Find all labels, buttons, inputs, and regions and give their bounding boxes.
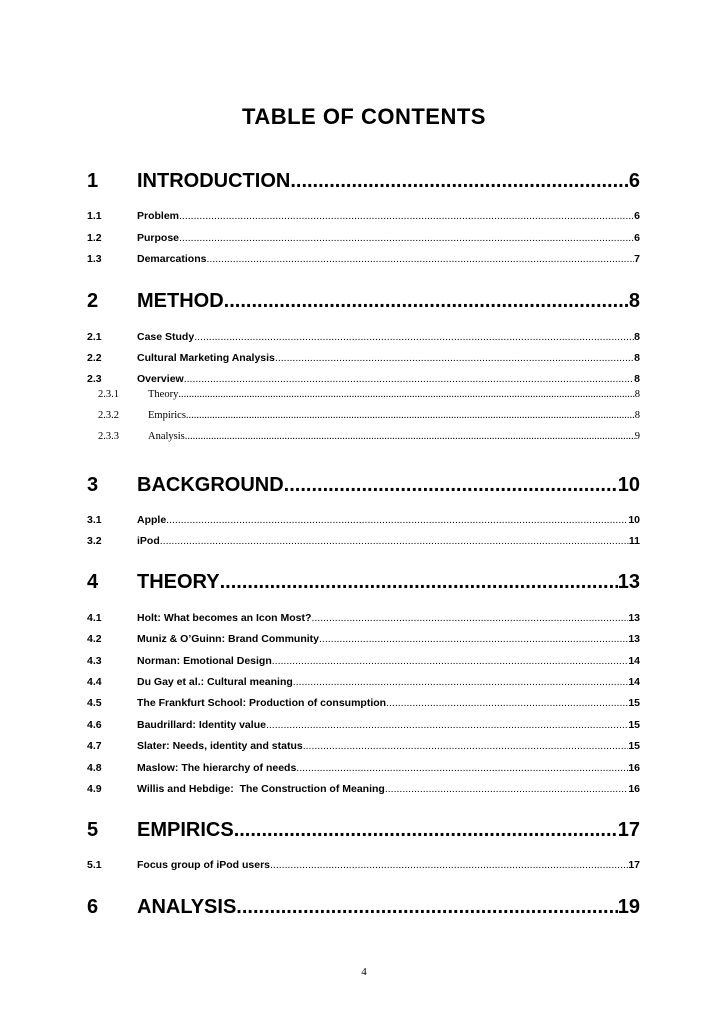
toc-number: 2.3 <box>87 373 102 385</box>
toc-number: 5 <box>87 819 99 841</box>
toc-number: 1 <box>87 170 99 192</box>
dot-leader <box>293 676 629 688</box>
toc-entry-2-3-3[interactable] <box>98 431 640 442</box>
dot-leader <box>166 514 628 526</box>
toc-title: Holt: What becomes an Icon Most? <box>137 612 312 624</box>
toc-title: ANALYSIS <box>137 896 237 918</box>
toc-number: 3.1 <box>87 514 102 526</box>
toc-number: 2 <box>87 290 99 312</box>
toc-page: 15 <box>628 697 640 709</box>
toc-number: 1.3 <box>87 253 102 265</box>
toc-title: Overview <box>137 373 184 385</box>
toc-title: Demarcations <box>137 253 207 265</box>
toc-page: 13 <box>617 571 640 593</box>
toc-title: THEORY <box>137 571 220 593</box>
toc-page: 16 <box>628 762 640 774</box>
page-number: 4 <box>361 966 367 978</box>
toc-title: Willis and Hebdige: The Construction of Meaning <box>137 783 385 795</box>
toc-entry-1-2[interactable] <box>87 232 640 244</box>
toc-page: 10 <box>628 514 640 526</box>
toc-number: 4.4 <box>87 676 102 688</box>
toc-page: 8 <box>634 373 640 385</box>
dot-leader <box>284 474 618 497</box>
toc-entry-4-8[interactable] <box>87 762 640 774</box>
dot-leader <box>236 896 617 919</box>
toc-title: Du Gay et al.: Cultural meaning <box>137 676 293 688</box>
toc-number: 4.9 <box>87 783 102 795</box>
toc-title: Problem <box>137 210 180 222</box>
toc-entry-4-1[interactable] <box>87 612 640 624</box>
toc-number: 2.3.3 <box>98 431 119 442</box>
toc-page: 8 <box>634 331 640 343</box>
toc-entry-4-5[interactable] <box>87 697 640 709</box>
toc-page: 11 <box>628 535 640 547</box>
toc-number: 2.3.2 <box>98 410 119 421</box>
toc-page: 8 <box>628 290 640 312</box>
toc-page: 16 <box>628 783 640 795</box>
toc-entry-1-1[interactable] <box>87 210 640 222</box>
toc-page: 6 <box>634 232 640 244</box>
dot-leader <box>178 389 634 400</box>
dot-leader <box>311 612 628 624</box>
dot-leader <box>184 373 634 385</box>
toc-entry-4-2[interactable] <box>87 633 640 645</box>
toc-number: 2.3.1 <box>98 389 119 400</box>
toc-number: 3 <box>87 474 99 496</box>
toc-title: Muniz & O’Guinn: Brand Community <box>137 633 319 645</box>
toc-number: 1.1 <box>87 210 102 222</box>
toc-entry-4-9[interactable] <box>87 783 640 795</box>
toc-number: 4 <box>87 571 99 593</box>
dot-leader <box>220 571 618 594</box>
dot-leader <box>186 410 635 421</box>
toc-number: 4.8 <box>87 762 102 774</box>
toc-entry-3-2[interactable] <box>87 535 640 547</box>
toc-entry-3-1[interactable] <box>87 514 640 526</box>
dot-leader <box>303 740 629 752</box>
toc-number: 4.3 <box>87 655 102 667</box>
toc-entry-1-3[interactable] <box>87 253 640 265</box>
toc-title: Norman: Emotional Design <box>137 655 272 667</box>
toc-page: 6 <box>634 210 640 222</box>
toc-page: 10 <box>617 474 640 496</box>
toc-title: Baudrillard: Identity value <box>137 719 266 731</box>
dot-leader <box>296 762 628 774</box>
toc-page: 8 <box>634 410 640 421</box>
toc-title: Purpose <box>137 232 180 244</box>
toc-page: 17 <box>628 859 640 871</box>
dot-leader <box>179 232 634 244</box>
toc-page: 15 <box>628 719 640 731</box>
toc-entry-3[interactable] <box>87 474 640 497</box>
dot-leader <box>270 859 628 871</box>
dot-leader <box>272 655 629 667</box>
toc-title: Cultural Marketing Analysis <box>137 352 275 364</box>
toc-entry-5[interactable] <box>87 819 640 842</box>
dot-leader <box>234 819 618 842</box>
toc-entry-2-2[interactable] <box>87 352 640 364</box>
dot-leader <box>206 253 634 265</box>
toc-number: 4.1 <box>87 612 102 624</box>
toc-number: 2.2 <box>87 352 102 364</box>
toc-number: 4.5 <box>87 697 102 709</box>
toc-page: 7 <box>634 253 640 265</box>
toc-entry-4-3[interactable] <box>87 655 640 667</box>
toc-page: 8 <box>634 352 640 364</box>
toc-number: 4.2 <box>87 633 102 645</box>
toc-page: 19 <box>617 896 640 918</box>
toc-title: METHOD <box>137 290 224 312</box>
toc-page: 15 <box>628 740 640 752</box>
dot-leader <box>266 719 628 731</box>
toc-entry-4-4[interactable] <box>87 676 640 688</box>
dot-leader <box>275 352 634 364</box>
toc-number: 5.1 <box>87 859 102 871</box>
page-title: TABLE OF CONTENTS <box>242 104 486 129</box>
toc-title: Analysis <box>148 431 185 442</box>
toc-entry-1[interactable] <box>87 170 640 193</box>
toc-page: 13 <box>628 633 640 645</box>
toc-number: 6 <box>87 896 99 918</box>
toc-title: Case Study <box>137 331 195 343</box>
toc-title: BACKGROUND <box>137 474 284 496</box>
toc-number: 3.2 <box>87 535 102 547</box>
toc-number: 4.7 <box>87 740 102 752</box>
toc-entry-4-7[interactable] <box>87 740 640 752</box>
toc-entry-5-1[interactable] <box>87 859 640 871</box>
toc-entry-2-1[interactable] <box>87 331 640 343</box>
toc-page: 6 <box>628 170 640 192</box>
toc-title: iPod <box>137 535 160 547</box>
dot-leader <box>194 331 634 343</box>
toc-title: EMPIRICS <box>137 819 234 841</box>
toc-number: 4.6 <box>87 719 102 731</box>
toc-entry-2-3-2[interactable] <box>98 410 640 421</box>
toc-page: 14 <box>628 655 640 667</box>
toc-title: Focus group of iPod users <box>137 859 271 871</box>
toc-page: 13 <box>628 612 640 624</box>
toc-title: Apple <box>137 514 167 526</box>
toc-title: The Frankfurt School: Production of consumption <box>137 697 387 709</box>
toc-title: INTRODUCTION <box>137 170 291 192</box>
toc-page: 8 <box>634 389 640 400</box>
toc-title: Empirics <box>148 410 186 421</box>
dot-leader <box>319 633 628 645</box>
toc-entry-2-3-1[interactable] <box>98 389 640 400</box>
toc-number: 2.1 <box>87 331 102 343</box>
toc-title: Maslow: The hierarchy of needs <box>137 762 297 774</box>
toc-number: 1.2 <box>87 232 102 244</box>
toc-page: 9 <box>634 431 640 442</box>
toc-entry-2[interactable] <box>87 290 640 313</box>
toc-title: Theory <box>148 389 179 400</box>
toc-entry-4-6[interactable] <box>87 719 640 731</box>
toc-page: 17 <box>617 819 640 841</box>
dot-leader <box>224 290 629 313</box>
dot-leader <box>385 783 628 795</box>
toc-title: Slater: Needs, identity and status <box>137 740 303 752</box>
toc-page: 14 <box>628 676 640 688</box>
toc-entry-2-3[interactable] <box>87 373 640 385</box>
dot-leader <box>386 697 628 709</box>
dot-leader <box>290 170 629 193</box>
dot-leader <box>160 535 629 547</box>
toc-entry-4[interactable] <box>87 571 640 594</box>
dot-leader <box>185 431 635 442</box>
dot-leader <box>179 210 634 222</box>
toc-entry-6[interactable] <box>87 896 640 919</box>
